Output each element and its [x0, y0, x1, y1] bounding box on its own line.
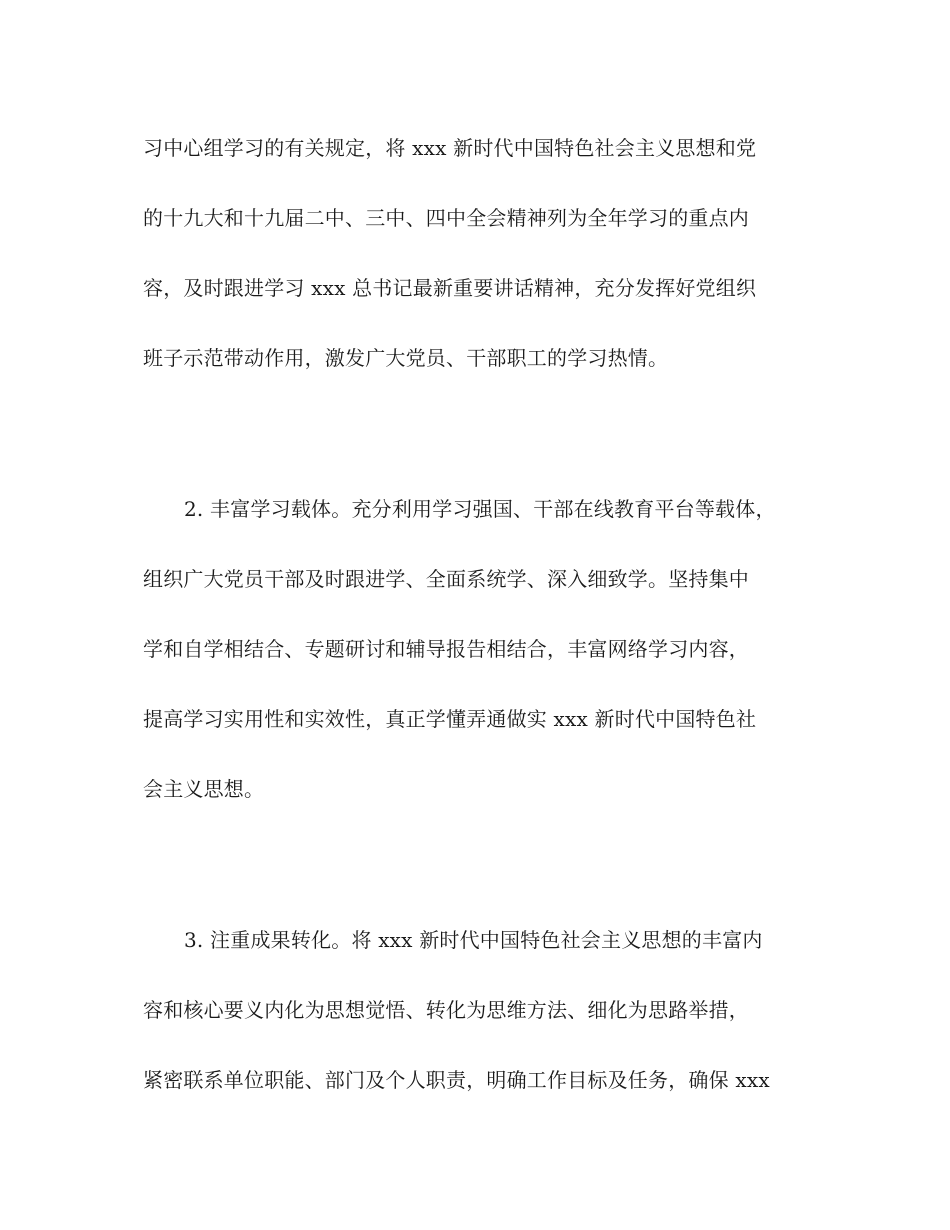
paragraph-1-line-2: 的十九大和十九届二中、三中、四中全会精神列为全年学习的重点内 [143, 206, 749, 230]
paragraph-2-line-4: 提高学习实用性和实效性，真正学懂弄通做实 xxx 新时代中国特色社 [143, 707, 757, 731]
paragraph-2-line-5: 会主义思想。 [143, 777, 265, 801]
paragraph-3-line-1: 3. 注重成果转化。将 xxx 新时代中国特色社会主义思想的丰富内 [184, 928, 763, 952]
paragraph-1-line-3: 容，及时跟进学习 xxx 总书记最新重要讲话精神，充分发挥好党组织 [143, 276, 757, 300]
paragraph-3-line-3: 紧密联系单位职能、部门及个人职责，明确工作目标及任务，确保 xxx [143, 1068, 770, 1092]
paragraph-3-line-2: 容和核心要义内化为思想觉悟、转化为思维方法、细化为思路举措， [143, 998, 749, 1022]
paragraph-1-line-4: 班子示范带动作用，激发广大党员、干部职工的学习热情。 [143, 346, 669, 370]
paragraph-2-line-1: 2. 丰富学习载体。充分利用学习强国、干部在线教育平台等载体， [184, 497, 776, 521]
paragraph-1-line-1: 习中心组学习的有关规定，将 xxx 新时代中国特色社会主义思想和党 [143, 136, 757, 160]
paragraph-2-line-3: 学和自学相结合、专题研讨和辅导报告相结合，丰富网络学习内容， [143, 637, 749, 661]
paragraph-2-line-2: 组织广大党员干部及时跟进学、全面系统学、深入细致学。坚持集中 [143, 567, 749, 591]
